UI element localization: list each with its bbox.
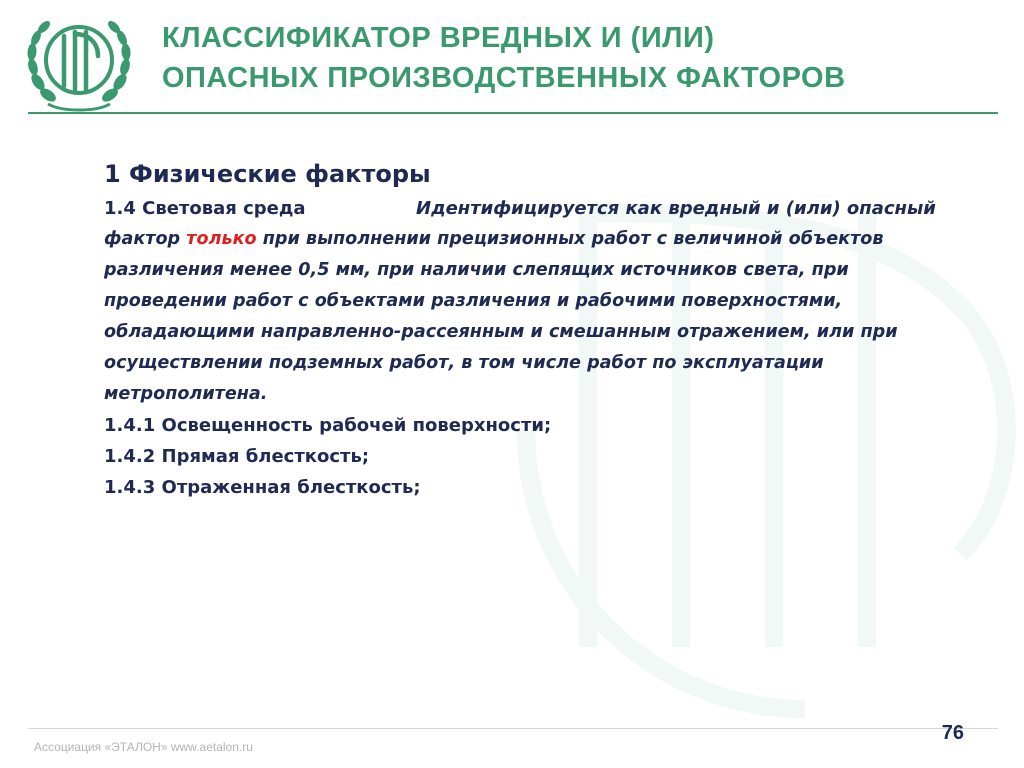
description-line-7: метрополитена.	[104, 384, 268, 404]
accent-word: только	[186, 229, 257, 249]
title-line-1: КЛАССИФИКАТОР ВРЕДНЫХ И (ИЛИ)	[162, 22, 715, 54]
description-line-2-before: фактор	[104, 229, 187, 249]
description-line-2	[104, 224, 1004, 255]
subsection-row	[104, 193, 1004, 224]
footer-text: Ассоциация «ЭТАЛОН» www.aetalon.ru	[34, 740, 253, 754]
description-line-3: различения менее 0,5 мм, при наличии слепящих источников света, при	[104, 260, 849, 280]
title-line-2: ОПАСНЫХ ПРОИЗВОДСТВЕННЫХ ФАКТОРОВ	[162, 62, 846, 94]
slide-body	[104, 155, 1004, 503]
list-item: 1.4.3 Отраженная блесткость;	[104, 477, 421, 498]
description-line-6: осуществлении подземных работ, в том числе работ по эксплуатации	[104, 353, 824, 373]
laurel-wreath-emblem-icon	[24, 12, 134, 114]
list-item: 1.4.2 Прямая блесткость;	[104, 446, 370, 467]
description-line-4: проведении работ с объектами различения и рабочими поверхностями,	[104, 291, 843, 311]
page-number: 76	[941, 722, 964, 744]
description-line-5: обладающими направленно-рассеянным и смешанным отражением, или при	[104, 322, 898, 342]
list-item: 1.4.1 Освещенность рабочей поверхности;	[104, 415, 552, 436]
title-divider	[28, 112, 998, 114]
footer-divider	[28, 728, 998, 729]
description-line-2-after: при выполнении прецизионных работ с величиной объектов	[256, 229, 884, 249]
subsection-label: 1.4 Световая среда	[104, 198, 306, 219]
description-line-1: Идентифицируется как вредный и (или) опасный	[416, 198, 936, 219]
section-heading: 1 Физические факторы	[104, 160, 431, 188]
slide-title	[162, 18, 1002, 98]
